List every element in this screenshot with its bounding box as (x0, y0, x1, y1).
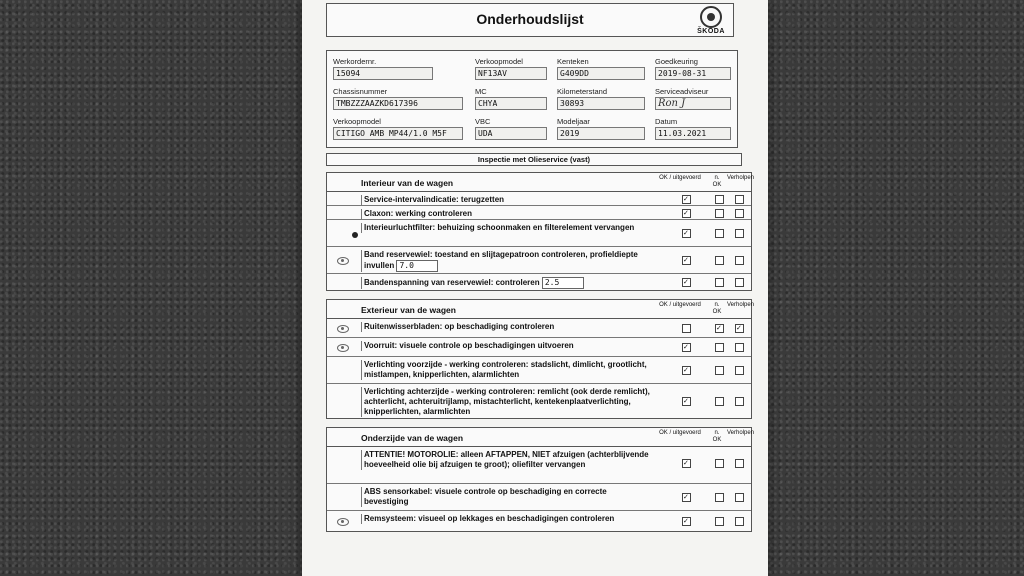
maintenance-sheet (302, 0, 768, 576)
col-nok: n. OK (712, 175, 722, 188)
eye-icon (337, 344, 349, 352)
ok-checkbox[interactable] (682, 366, 691, 375)
checklist-row (327, 192, 751, 206)
field-value: 11.03.2021 (655, 127, 731, 140)
field-value: 2019-08-31 (655, 67, 731, 80)
checklist-row (327, 319, 751, 338)
row-text-label: Band reservewiel: toestand en slijtagepatroon controleren, profieldiepte invullen (364, 250, 638, 270)
field-kilometerstand (557, 87, 645, 110)
ok-checkbox[interactable] (682, 459, 691, 468)
field-value: 30893 (557, 97, 645, 110)
field-value: CITIGO AMB MP44/1.0 M5F (333, 127, 463, 140)
field-label: VBC (475, 117, 491, 126)
nok-checkbox[interactable] (715, 256, 724, 265)
ok-checkbox[interactable] (682, 397, 691, 406)
field-value: G409DD (557, 67, 645, 80)
field-label: Modeljaar (557, 117, 590, 126)
nok-checkbox[interactable] (715, 209, 724, 218)
ok-checkbox[interactable] (682, 209, 691, 218)
nok-checkbox[interactable] (715, 397, 724, 406)
col-verholpen: Verholpen (727, 302, 755, 308)
nok-checkbox[interactable] (715, 195, 724, 204)
nok-checkbox[interactable] (715, 229, 724, 238)
checklist-row (327, 338, 751, 357)
field-value: NF13AV (475, 67, 547, 80)
verholpen-checkbox[interactable] (735, 459, 744, 468)
checklist-row (327, 384, 751, 418)
row-text: Claxon: werking controleren (361, 209, 650, 219)
field-serviceadviseur (655, 87, 731, 110)
nok-checkbox[interactable] (715, 366, 724, 375)
col-ok: OK / uitgevoerd (659, 175, 701, 181)
eye-icon (337, 518, 349, 526)
row-text (361, 250, 650, 272)
row-text (361, 277, 650, 289)
row-text: Voorruit: visuele controle op beschadigingen uitvoeren (361, 341, 650, 351)
row-text: Interieurluchtfilter: behuizing schoonmaken en filterelement vervangen (361, 223, 650, 233)
skoda-logo (697, 6, 725, 35)
field-label: MC (475, 87, 487, 96)
verholpen-checkbox[interactable] (735, 229, 744, 238)
field-label: Chassisnummer (333, 87, 388, 96)
field-value: 15094 (333, 67, 433, 80)
field-label: Goedkeuring (655, 57, 698, 66)
verholpen-checkbox[interactable] (735, 324, 744, 333)
checklist-row (327, 511, 751, 531)
field-datum (655, 117, 731, 140)
header-box (326, 3, 734, 37)
eye-icon (337, 257, 349, 265)
field-value: 2019 (557, 127, 645, 140)
verholpen-checkbox[interactable] (735, 278, 744, 287)
nok-checkbox[interactable] (715, 493, 724, 502)
verholpen-checkbox[interactable] (735, 493, 744, 502)
checklist-row (327, 484, 751, 511)
col-ok: OK / uitgevoerd (659, 302, 701, 308)
field-chassisnummer (333, 87, 463, 110)
field-label: Datum (655, 117, 678, 126)
field-vbc (475, 117, 547, 140)
row-text: ABS sensorkabel: visuele controle op beschadiging en correcte bevestiging (361, 487, 650, 507)
ok-checkbox[interactable] (682, 256, 691, 265)
ok-checkbox[interactable] (682, 343, 691, 352)
tire-pressure-value: 2.5 (542, 277, 584, 289)
ok-checkbox[interactable] (682, 229, 691, 238)
skoda-logo-icon (700, 6, 722, 28)
verholpen-checkbox[interactable] (735, 256, 744, 265)
section-header (327, 428, 755, 447)
field-label: Werkordernr. (333, 57, 377, 66)
row-text-label: Bandenspanning van reservewiel: controleren (364, 278, 540, 287)
section-exterieur (326, 299, 755, 419)
checklist-row (327, 357, 751, 384)
verholpen-checkbox[interactable] (735, 366, 744, 375)
col-verholpen: Verholpen (727, 175, 755, 181)
field-value: Ron J (655, 97, 731, 110)
vehicle-info (326, 50, 738, 148)
section-onderzijde (326, 427, 755, 532)
row-text: Verlichting voorzijde - werking controleren: stadslicht, dimlicht, grootlicht, mistlampen, knipperlichten, alarmlichten (361, 360, 650, 380)
section-header (327, 300, 755, 319)
row-text: ATTENTIE! MOTOROLIE: alleen AFTAPPEN, NIET afzuigen (achterblijvende hoeveelheid olie bij afzuigen te groot); oliefilter vervangen (361, 450, 650, 470)
verholpen-checkbox[interactable] (735, 195, 744, 204)
verholpen-checkbox[interactable] (735, 517, 744, 526)
field-value: CHYA (475, 97, 547, 110)
nok-checkbox[interactable] (715, 324, 724, 333)
checklist-row (327, 274, 751, 290)
eye-icon (337, 325, 349, 333)
row-text: Ruitenwisserbladen: op beschadiging controleren (361, 322, 650, 332)
nok-checkbox[interactable] (715, 459, 724, 468)
nok-checkbox[interactable] (715, 343, 724, 352)
field-value: UDA (475, 127, 547, 140)
nok-checkbox[interactable] (715, 517, 724, 526)
ok-checkbox[interactable] (682, 278, 691, 287)
checklist-row (327, 206, 751, 220)
section-header (327, 173, 755, 192)
field-werkordernr (333, 57, 433, 80)
ok-checkbox[interactable] (682, 493, 691, 502)
field-label: Kenteken (557, 57, 589, 66)
inspection-title: Inspectie met Olieservice (vast) (326, 153, 742, 166)
field-verkoopmodel-code (475, 57, 547, 80)
field-label: Kilometerstand (557, 87, 608, 96)
field-label: Serviceadviseur (655, 87, 709, 96)
verholpen-checkbox[interactable] (735, 343, 744, 352)
ok-checkbox[interactable] (682, 517, 691, 526)
field-kenteken (557, 57, 645, 80)
page-title: Onderhoudslijst (476, 11, 584, 27)
checklist-row (327, 447, 751, 484)
field-label: Verkoopmodel (475, 57, 523, 66)
checklist-row (327, 247, 751, 274)
field-label: Verkoopmodel (333, 117, 381, 126)
ok-checkbox[interactable] (682, 324, 691, 333)
section-interieur (326, 172, 755, 291)
col-nok: n. OK (712, 430, 722, 443)
nok-checkbox[interactable] (715, 278, 724, 287)
field-mc (475, 87, 547, 110)
row-text: Service-intervalindicatie: terugzetten (361, 195, 650, 205)
verholpen-checkbox[interactable] (735, 397, 744, 406)
ok-checkbox[interactable] (682, 195, 691, 204)
profile-depth-value: 7.0 (396, 260, 438, 272)
section-name: Onderzijde van de wagen (361, 433, 464, 443)
section-name: Interieur van de wagen (361, 178, 454, 188)
col-nok: n. OK (712, 302, 722, 315)
checklist-row (327, 220, 751, 247)
field-modeljaar (557, 117, 645, 140)
col-ok: OK / uitgevoerd (659, 430, 701, 436)
verholpen-checkbox[interactable] (735, 209, 744, 218)
field-goedkeuring (655, 57, 731, 80)
section-name: Exterieur van de wagen (361, 305, 456, 315)
brand-name: ŠKODA (697, 28, 725, 35)
col-verholpen: Verholpen (727, 430, 755, 436)
field-verkoopmodel (333, 117, 463, 140)
field-value: TMBZZZAAZKD617396 (333, 97, 463, 110)
row-text: Verlichting achterzijde - werking controleren: remlicht (ook derde remlicht), achterlicht, achteruitrijlamp, mistachterlicht, kentekenplaatverlichting, knipperlichten, alarmlichten (361, 387, 650, 417)
row-text: Remsysteem: visueel op lekkages en beschadigingen controleren (361, 514, 650, 524)
ink-dot (352, 232, 358, 238)
